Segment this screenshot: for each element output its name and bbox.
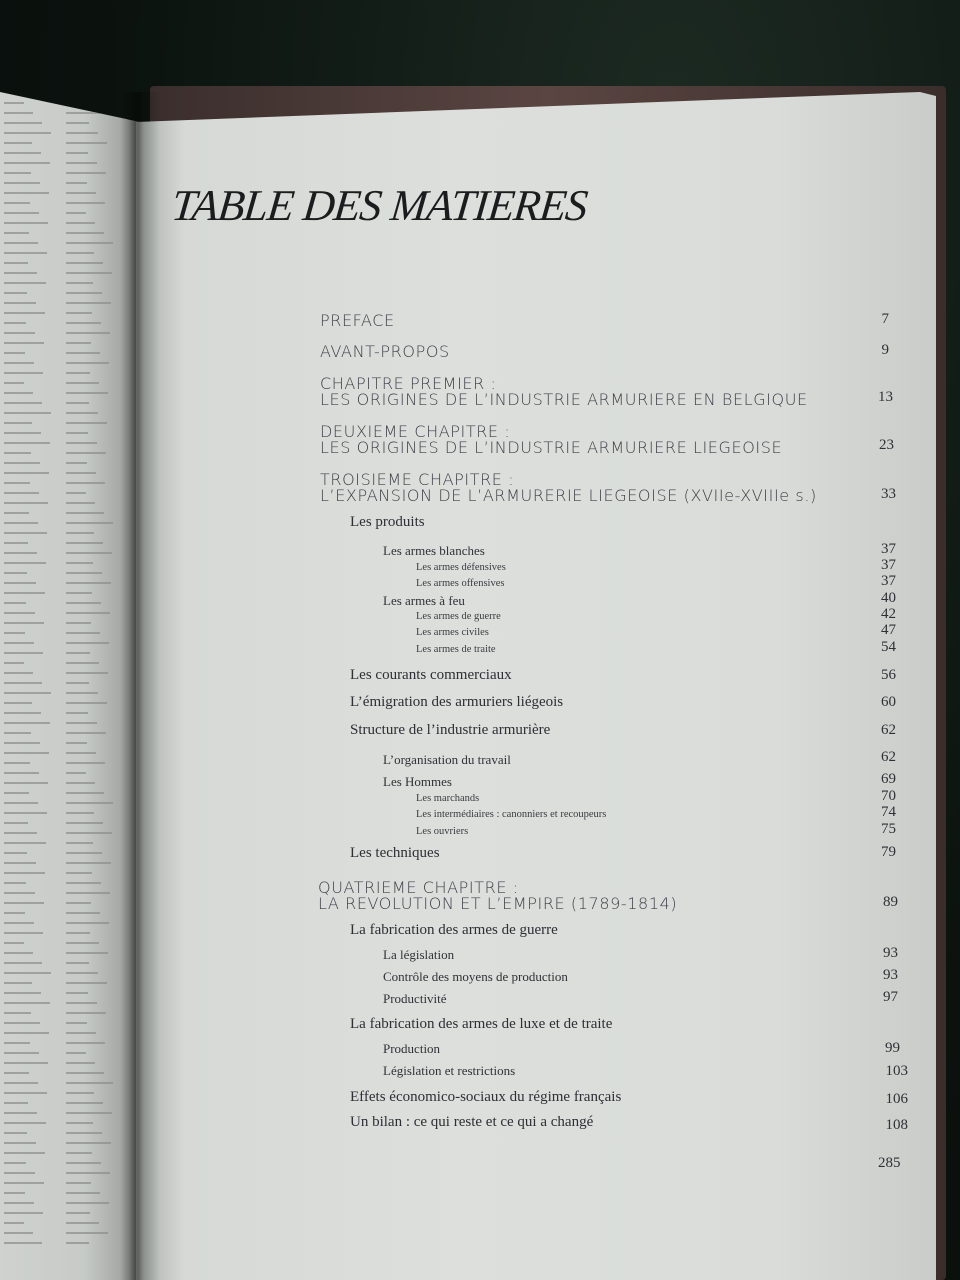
index-line [4, 662, 24, 664]
index-line [66, 632, 100, 634]
index-line [4, 122, 42, 124]
index-line [66, 1072, 104, 1074]
index-line [4, 832, 37, 834]
index-line [66, 622, 91, 624]
index-line [66, 572, 102, 574]
index-line [4, 742, 40, 744]
index-line [66, 1022, 87, 1024]
index-line [4, 192, 49, 194]
index-line [66, 762, 105, 764]
index-line [4, 372, 43, 374]
index-line [4, 1032, 49, 1034]
index-line [66, 1232, 108, 1234]
index-line [66, 722, 97, 724]
index-line [4, 802, 38, 804]
index-line [66, 162, 97, 164]
index-line [4, 1012, 31, 1014]
index-line [66, 782, 95, 784]
index-line [66, 1182, 91, 1184]
index-line [66, 472, 96, 474]
index-line [4, 642, 34, 644]
index-line [66, 1002, 97, 1004]
index-line [4, 332, 35, 334]
index-line [4, 442, 50, 444]
index-line [4, 972, 51, 974]
index-line [4, 592, 45, 594]
toc-label: DEUXIEME CHAPITRE : [320, 422, 511, 441]
index-line [4, 1022, 40, 1024]
index-line [66, 432, 88, 434]
index-line [4, 1142, 36, 1144]
index-line [4, 812, 47, 814]
index-line [4, 852, 27, 854]
index-line [4, 162, 50, 164]
page-title: TABLE DES MATIERES [169, 181, 590, 230]
index-line [66, 702, 107, 704]
index-line [66, 382, 99, 384]
index-line [66, 862, 111, 864]
index-line [4, 692, 51, 694]
index-line [4, 292, 27, 294]
index-line [66, 352, 100, 354]
index-column [66, 102, 114, 1252]
index-line [4, 902, 44, 904]
index-line [4, 1192, 25, 1194]
index-line [66, 712, 88, 714]
index-line [4, 952, 33, 954]
index-line [66, 1192, 100, 1194]
index-line [4, 1092, 47, 1094]
index-line [66, 592, 92, 594]
index-line [66, 912, 100, 914]
index-line [4, 412, 51, 414]
index-line [66, 302, 111, 304]
index-line [66, 732, 106, 734]
index-line [66, 1102, 103, 1104]
index-line [66, 242, 113, 244]
index-line [66, 342, 91, 344]
index-line [66, 1092, 94, 1094]
index-line [66, 512, 104, 514]
index-line [4, 282, 46, 284]
index-line [66, 792, 104, 794]
index-line [66, 172, 106, 174]
index-line [66, 1042, 105, 1044]
index-line [4, 892, 35, 894]
index-line [66, 982, 107, 984]
index-line [4, 172, 31, 174]
index-line [66, 492, 86, 494]
book-binding-shadow [120, 92, 160, 1280]
index-line [4, 1182, 44, 1184]
index-line [4, 552, 37, 554]
index-line [4, 392, 33, 394]
index-line [4, 982, 32, 984]
index-line [66, 1012, 106, 1014]
index-line [4, 232, 29, 234]
index-line [66, 362, 109, 364]
index-line [66, 842, 93, 844]
toc-label: L’EXPANSION DE L’ARMURERIE LIEGEOISE (XVIIe-XVIIIe s.) [320, 486, 817, 505]
index-line [66, 962, 89, 964]
index-line [66, 822, 103, 824]
index-line [4, 502, 48, 504]
index-line [66, 202, 105, 204]
index-line [4, 572, 27, 574]
index-line [4, 782, 48, 784]
index-line [66, 562, 93, 564]
index-line [4, 152, 41, 154]
index-line [4, 622, 44, 624]
left-page-index [0, 92, 140, 1280]
index-line [4, 1132, 27, 1134]
index-line [4, 882, 26, 884]
index-line [66, 292, 102, 294]
index-line [66, 332, 110, 334]
index-line [4, 612, 35, 614]
index-line [66, 932, 90, 934]
index-line [66, 902, 91, 904]
index-line [66, 272, 112, 274]
index-line [66, 1142, 111, 1144]
index-line [66, 282, 93, 284]
index-line [4, 142, 32, 144]
index-line [4, 542, 28, 544]
index-line [66, 922, 109, 924]
toc-label: LES ORIGINES DE L’INDUSTRIE ARMURIERE EN BELGIQUE [320, 390, 808, 409]
index-line [66, 1082, 113, 1084]
index-line [4, 712, 41, 714]
index-line [4, 482, 30, 484]
toc-label: LA REVOLUTION ET L’EMPIRE (1789-1814) [318, 894, 678, 913]
index-line [4, 1002, 50, 1004]
index-line [66, 152, 88, 154]
index-line [4, 752, 49, 754]
index-line [4, 472, 49, 474]
index-line [4, 762, 30, 764]
index-line [66, 652, 90, 654]
index-line [66, 752, 96, 754]
index-line [66, 872, 92, 874]
index-line [4, 842, 46, 844]
index-line [66, 1222, 99, 1224]
index-line [66, 612, 110, 614]
index-line [4, 252, 47, 254]
index-line [66, 522, 113, 524]
index-line [66, 392, 108, 394]
index-line [4, 1222, 24, 1224]
index-line [4, 242, 38, 244]
index-line [66, 772, 86, 774]
toc-label: AVANT-PROPOS [320, 342, 450, 361]
index-line [66, 552, 112, 554]
index-line [66, 852, 102, 854]
index-line [66, 1162, 101, 1164]
index-line [66, 192, 96, 194]
index-line [66, 142, 107, 144]
index-line [66, 452, 106, 454]
toc-label: QUATRIEME CHAPITRE : [318, 878, 519, 897]
index-line [66, 262, 103, 264]
index-line [66, 222, 95, 224]
index-line [4, 1242, 42, 1244]
index-line [4, 352, 25, 354]
index-line [66, 942, 99, 944]
index-line [4, 302, 36, 304]
index-line [66, 1172, 110, 1174]
index-line [66, 532, 94, 534]
index-line [66, 252, 94, 254]
index-line [4, 1112, 37, 1114]
index-line [4, 1052, 39, 1054]
index-line [4, 1062, 48, 1064]
index-line [4, 432, 41, 434]
index-line [4, 942, 24, 944]
index-line [4, 962, 42, 964]
index-line [4, 112, 33, 114]
index-line [4, 462, 40, 464]
toc-label: LES ORIGINES DE L’INDUSTRIE ARMURIERE LIEGEOISE [320, 438, 783, 457]
toc-label: TROISIEME CHAPITRE : [320, 470, 515, 489]
index-line [66, 972, 98, 974]
index-line [66, 232, 104, 234]
index-line [4, 1202, 34, 1204]
index-line [4, 872, 45, 874]
index-column [4, 102, 52, 1252]
index-line [66, 992, 88, 994]
index-line [4, 222, 48, 224]
index-line [66, 1152, 92, 1154]
index-line [4, 1072, 29, 1074]
index-line [4, 1102, 28, 1104]
index-line [4, 562, 46, 564]
index-line [4, 912, 25, 914]
index-line [4, 202, 30, 204]
index-line [66, 422, 107, 424]
index-line [4, 722, 50, 724]
index-line [4, 652, 43, 654]
index-line [66, 412, 98, 414]
index-line [66, 442, 97, 444]
index-line [66, 1132, 102, 1134]
index-line [66, 212, 86, 214]
index-line [66, 682, 89, 684]
index-line [66, 812, 94, 814]
index-line [4, 362, 34, 364]
index-line [4, 262, 28, 264]
index-line [66, 602, 101, 604]
index-line [66, 582, 111, 584]
index-line [66, 952, 108, 954]
index-line [4, 102, 24, 104]
index-line [4, 312, 45, 314]
index-line [4, 1122, 46, 1124]
index-line [4, 702, 32, 704]
index-line [4, 672, 33, 674]
toc-label: CHAPITRE PREMIER : [320, 374, 497, 393]
index-line [66, 882, 101, 884]
index-line [66, 692, 98, 694]
index-line [66, 372, 90, 374]
index-line [66, 1032, 96, 1034]
index-line [66, 802, 113, 804]
index-line [66, 1052, 86, 1054]
index-line [4, 602, 26, 604]
index-line [4, 532, 47, 534]
index-line [4, 582, 36, 584]
index-line [66, 542, 103, 544]
index-line [4, 132, 51, 134]
index-line [4, 792, 29, 794]
index-line [4, 862, 36, 864]
index-line [4, 212, 39, 214]
index-line [4, 492, 39, 494]
index-line [4, 342, 44, 344]
index-line [4, 1162, 26, 1164]
index-line [66, 742, 87, 744]
index-line [4, 322, 26, 324]
index-line [66, 1212, 90, 1214]
index-line [66, 1242, 89, 1244]
toc-label: PREFACE [320, 311, 395, 330]
page-number: 285 [878, 1155, 901, 1171]
index-line [4, 1082, 38, 1084]
index-line [4, 382, 24, 384]
index-line [66, 132, 98, 134]
index-line [66, 1122, 93, 1124]
index-line [4, 772, 39, 774]
index-line [4, 1042, 30, 1044]
index-line [66, 312, 92, 314]
index-line [4, 1152, 45, 1154]
index-line [66, 402, 89, 404]
index-line [4, 452, 31, 454]
index-line [4, 512, 29, 514]
index-line [4, 1172, 35, 1174]
index-line [66, 642, 109, 644]
index-line [4, 1232, 33, 1234]
index-line [66, 122, 89, 124]
index-line [4, 402, 42, 404]
index-line [4, 422, 32, 424]
index-line [66, 322, 101, 324]
index-line [66, 662, 99, 664]
index-line [4, 182, 40, 184]
index-line [66, 1202, 109, 1204]
index-line [66, 892, 110, 894]
index-line [66, 672, 108, 674]
index-line [4, 992, 41, 994]
index-line [4, 522, 38, 524]
index-line [4, 1212, 43, 1214]
index-line [66, 502, 95, 504]
index-line [66, 1112, 112, 1114]
index-line [4, 632, 25, 634]
index-line [4, 682, 42, 684]
index-line [66, 462, 87, 464]
index-line [4, 272, 37, 274]
index-line [4, 932, 43, 934]
index-line [4, 822, 28, 824]
index-line [4, 732, 31, 734]
index-line [66, 1062, 95, 1064]
index-line [66, 832, 112, 834]
index-line [4, 922, 34, 924]
index-line [66, 482, 105, 484]
index-line [66, 182, 87, 184]
